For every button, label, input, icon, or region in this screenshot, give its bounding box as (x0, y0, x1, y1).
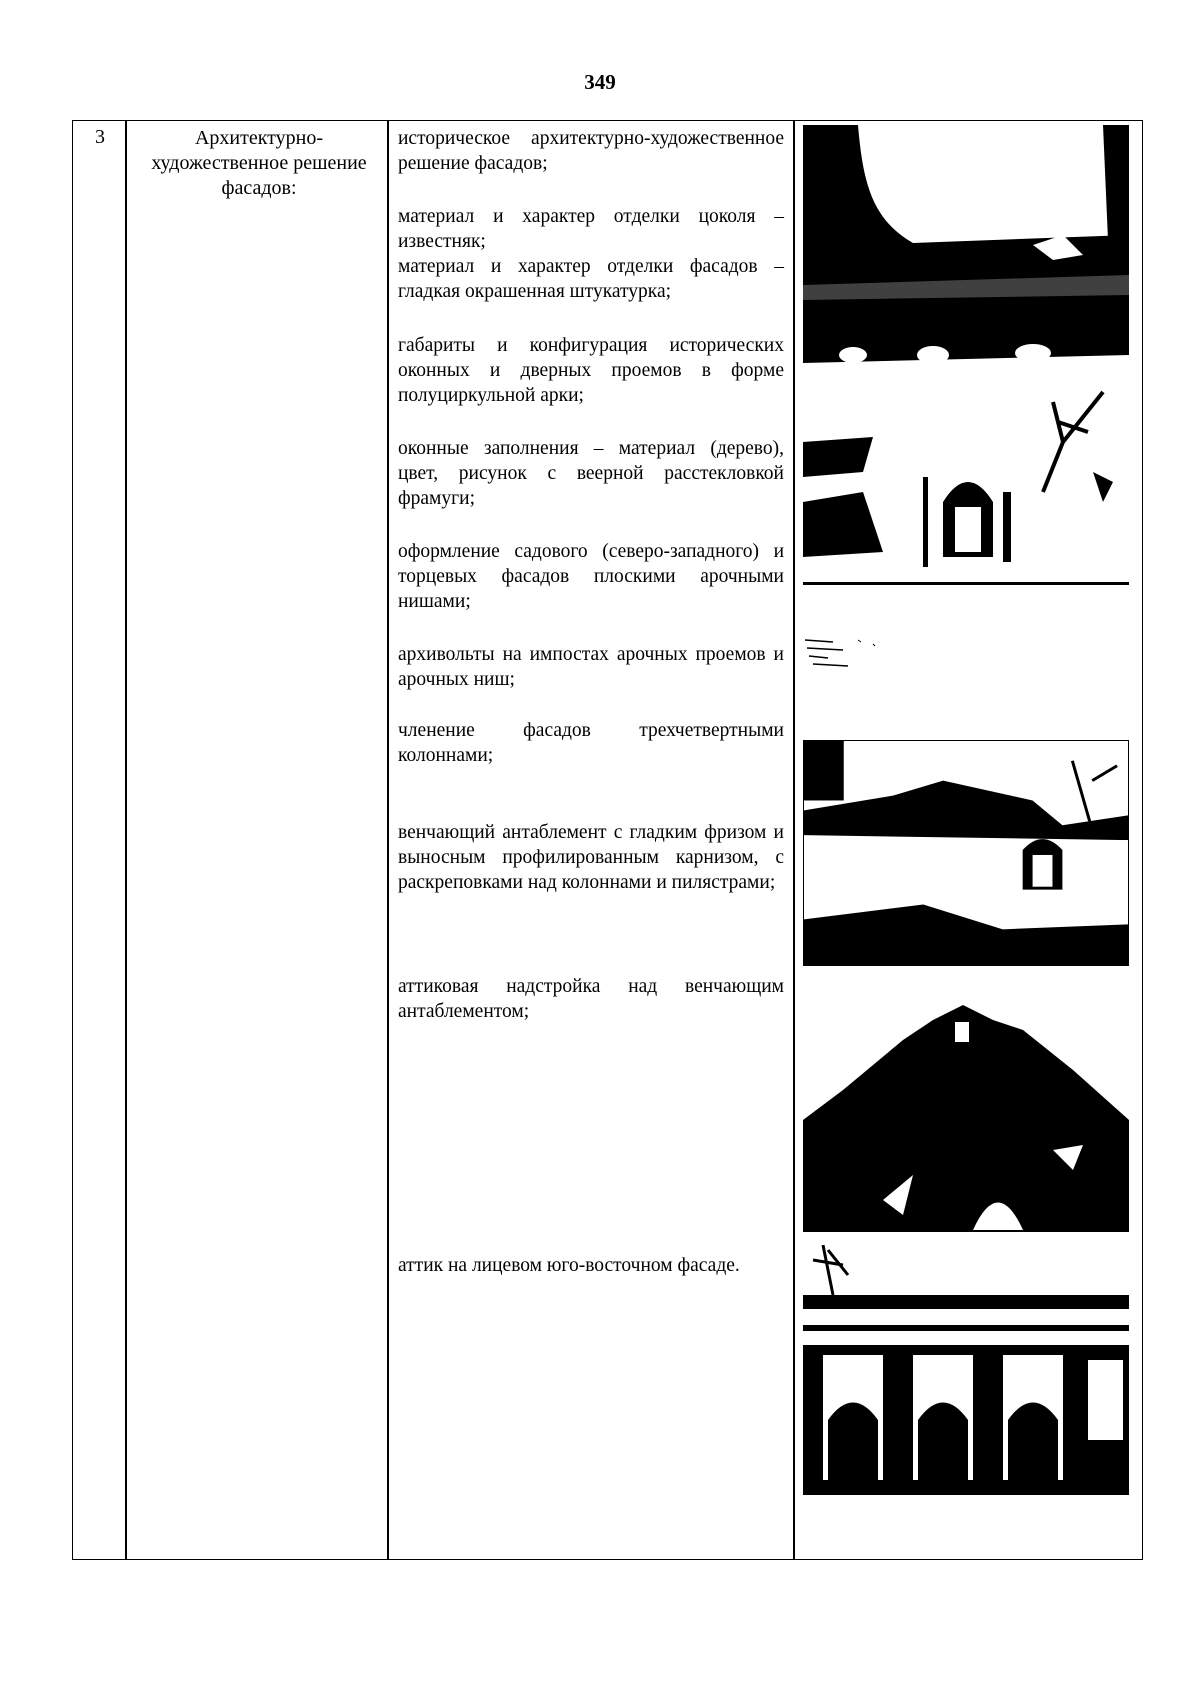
item-window-fill: оконные заполнения – материал (дерево), цвет, рисунок с веерной расстекловкой фрамуги; (398, 438, 784, 509)
photo-building-arch-window (803, 740, 1129, 966)
item-attic-superstructure: аттиковая надстройка над венчающим антаблементом; (398, 976, 784, 1022)
item-garden-facade: оформление садового (северо-западного) и торцевых фасадов плоскими арочными нишами; (398, 541, 784, 612)
column-divider-2 (387, 120, 389, 1560)
row-number: 3 (95, 126, 105, 148)
photo-faint-fragment (803, 630, 893, 675)
page-number: 349 (584, 70, 616, 94)
photo-attic-silhouette (803, 1000, 1129, 1232)
item-attic: аттик на лицевом юго-восточном фасаде. (398, 1255, 740, 1276)
photo-arcade-facade (803, 1245, 1129, 1495)
item-plinth-finish: материал и характер отделки цоколя – известняк; (398, 206, 784, 252)
item-columns: членение фасадов трехчетвертными колоннами; (398, 720, 784, 766)
photo-winter-facade (803, 382, 1129, 588)
column-divider-1 (125, 120, 127, 1560)
item-openings: габариты и конфигурация исторических оконных и дверных проемов в форме полуциркульной арки; (398, 335, 784, 406)
row-name: Архитектурно-художественное решение фасадов: (151, 127, 367, 199)
column-divider-3 (793, 120, 795, 1560)
item-facade-finish: материал и характер отделки фасадов – гладкая окрашенная штукатурка; (398, 256, 784, 302)
item-entablature: венчающий антаблемент с гладким фризом и выносным профилированным карнизом, с раскреповками над колоннами и пилястрами; (398, 822, 784, 893)
photo-building-corner (803, 125, 1129, 363)
item-archivolts: архивольты на импостах арочных проемов и арочных ниш; (398, 644, 784, 690)
item-historic-solution: историческое архитектурно-художественное решение фасадов; (398, 128, 784, 174)
